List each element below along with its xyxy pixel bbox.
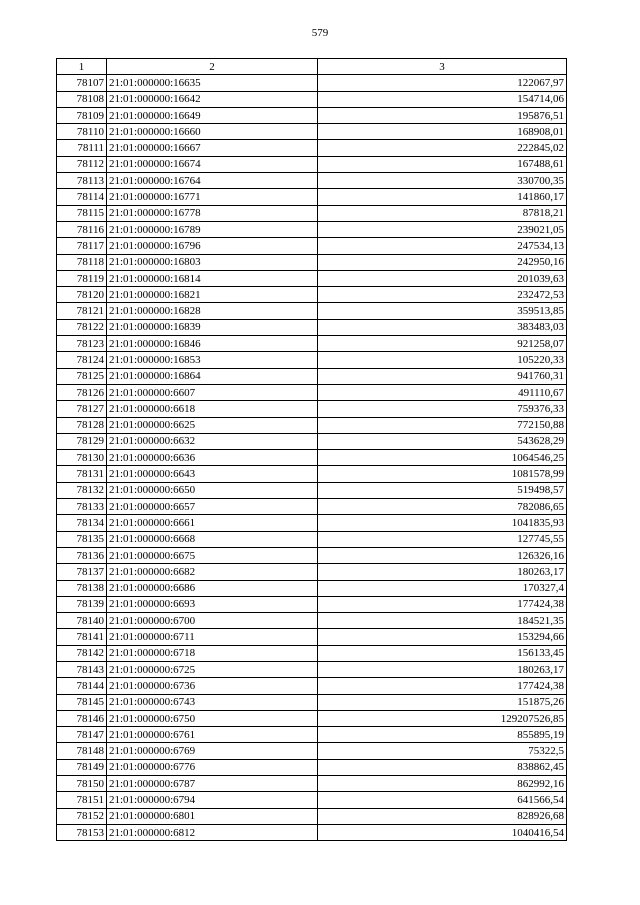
column-header-3: 3: [318, 59, 567, 75]
value-cell: 141860,17: [318, 189, 567, 205]
row-number-cell: 78124: [57, 352, 107, 368]
table-row: [57, 107, 567, 123]
row-number-cell: 78142: [57, 645, 107, 661]
value-cell: 641566,54: [318, 792, 567, 808]
row-number-cell: 78123: [57, 336, 107, 352]
value-cell: 359513,85: [318, 303, 567, 319]
value-cell: 87818,21: [318, 205, 567, 221]
row-number-cell: 78121: [57, 303, 107, 319]
value-cell: 154714,06: [318, 91, 567, 107]
value-cell: 180263,17: [318, 564, 567, 580]
value-cell: 222845,02: [318, 140, 567, 156]
table-row: [57, 270, 567, 286]
cadastral-number-cell: 21:01:000000:6761: [107, 727, 318, 743]
value-cell: 180263,17: [318, 661, 567, 677]
cadastral-number-cell: 21:01:000000:6657: [107, 499, 318, 515]
cadastral-number-cell: 21:01:000000:6643: [107, 466, 318, 482]
value-cell: 383483,03: [318, 319, 567, 335]
table-row: [57, 238, 567, 254]
table-row: [57, 645, 567, 661]
row-number-cell: 78119: [57, 270, 107, 286]
cadastral-number-cell: 21:01:000000:6700: [107, 613, 318, 629]
row-number-cell: 78117: [57, 238, 107, 254]
row-number-cell: 78150: [57, 776, 107, 792]
cadastral-number-cell: 21:01:000000:6618: [107, 401, 318, 417]
table-row: [57, 678, 567, 694]
value-cell: 1040416,54: [318, 824, 567, 840]
cadastral-number-cell: 21:01:000000:16789: [107, 221, 318, 237]
cadastral-number-cell: 21:01:000000:16674: [107, 156, 318, 172]
table-row: [57, 173, 567, 189]
table-row: [57, 450, 567, 466]
cadastral-number-cell: 21:01:000000:6632: [107, 433, 318, 449]
row-number-cell: 78145: [57, 694, 107, 710]
cadastral-number-cell: 21:01:000000:16796: [107, 238, 318, 254]
value-cell: 1064546,25: [318, 450, 567, 466]
registry-table: [56, 58, 567, 841]
row-number-cell: 78130: [57, 450, 107, 466]
row-number-cell: 78131: [57, 466, 107, 482]
cadastral-number-cell: 21:01:000000:6682: [107, 564, 318, 580]
cadastral-number-cell: 21:01:000000:16635: [107, 75, 318, 91]
table-row: [57, 124, 567, 140]
table-row: [57, 336, 567, 352]
cadastral-number-cell: 21:01:000000:16803: [107, 254, 318, 270]
value-cell: 1081578,99: [318, 466, 567, 482]
cadastral-number-cell: 21:01:000000:6801: [107, 808, 318, 824]
value-cell: 838862,45: [318, 759, 567, 775]
row-number-cell: 78110: [57, 124, 107, 140]
table-row: [57, 368, 567, 384]
row-number-cell: 78114: [57, 189, 107, 205]
value-cell: 543628,29: [318, 433, 567, 449]
table-row: [57, 156, 567, 172]
value-cell: 105220,33: [318, 352, 567, 368]
cadastral-number-cell: 21:01:000000:6743: [107, 694, 318, 710]
cadastral-number-cell: 21:01:000000:6636: [107, 450, 318, 466]
value-cell: 129207526,85: [318, 710, 567, 726]
value-cell: 862992,16: [318, 776, 567, 792]
row-number-cell: 78147: [57, 727, 107, 743]
value-cell: 491110,67: [318, 384, 567, 400]
table-row: [57, 433, 567, 449]
column-header-2: 2: [107, 59, 318, 75]
cadastral-number-cell: 21:01:000000:6625: [107, 417, 318, 433]
row-number-cell: 78148: [57, 743, 107, 759]
value-cell: 184521,35: [318, 613, 567, 629]
value-cell: 153294,66: [318, 629, 567, 645]
table-row: [57, 743, 567, 759]
row-number-cell: 78126: [57, 384, 107, 400]
row-number-cell: 78153: [57, 824, 107, 840]
cadastral-number-cell: 21:01:000000:6725: [107, 661, 318, 677]
cadastral-number-cell: 21:01:000000:6736: [107, 678, 318, 694]
row-number-cell: 78140: [57, 613, 107, 629]
value-cell: 921258,07: [318, 336, 567, 352]
value-cell: 195876,51: [318, 107, 567, 123]
table-row: [57, 613, 567, 629]
value-cell: 247534,13: [318, 238, 567, 254]
table-row: [57, 205, 567, 221]
value-cell: 330700,35: [318, 173, 567, 189]
cadastral-number-cell: 21:01:000000:6650: [107, 482, 318, 498]
table-row: [57, 808, 567, 824]
table-row: [57, 710, 567, 726]
row-number-cell: 78135: [57, 531, 107, 547]
value-cell: 75322,5: [318, 743, 567, 759]
cadastral-number-cell: 21:01:000000:6661: [107, 515, 318, 531]
cadastral-number-cell: 21:01:000000:16660: [107, 124, 318, 140]
row-number-cell: 78111: [57, 140, 107, 156]
row-number-cell: 78128: [57, 417, 107, 433]
cadastral-number-cell: 21:01:000000:6675: [107, 547, 318, 563]
page-number: 579: [311, 27, 329, 39]
cadastral-number-cell: 21:01:000000:16764: [107, 173, 318, 189]
table-row: [57, 482, 567, 498]
table-row: [57, 417, 567, 433]
cadastral-number-cell: 21:01:000000:6693: [107, 596, 318, 612]
table-row: [57, 221, 567, 237]
row-number-cell: 78141: [57, 629, 107, 645]
row-number-cell: 78138: [57, 580, 107, 596]
row-number-cell: 78136: [57, 547, 107, 563]
value-cell: 201039,63: [318, 270, 567, 286]
row-number-cell: 78132: [57, 482, 107, 498]
cadastral-number-cell: 21:01:000000:16771: [107, 189, 318, 205]
row-number-cell: 78118: [57, 254, 107, 270]
cadastral-number-cell: 21:01:000000:16846: [107, 336, 318, 352]
cadastral-number-cell: 21:01:000000:16642: [107, 91, 318, 107]
cadastral-number-cell: 21:01:000000:6776: [107, 759, 318, 775]
table-row: [57, 824, 567, 840]
value-cell: 170327,4: [318, 580, 567, 596]
table-row: [57, 319, 567, 335]
table-row: [57, 694, 567, 710]
row-number-cell: 78108: [57, 91, 107, 107]
row-number-cell: 78146: [57, 710, 107, 726]
cadastral-number-cell: 21:01:000000:16828: [107, 303, 318, 319]
row-number-cell: 78133: [57, 499, 107, 515]
value-cell: 239021,05: [318, 221, 567, 237]
value-cell: 1041835,93: [318, 515, 567, 531]
cadastral-number-cell: 21:01:000000:6794: [107, 792, 318, 808]
table-row: [57, 629, 567, 645]
table-row: [57, 91, 567, 107]
cadastral-number-cell: 21:01:000000:16667: [107, 140, 318, 156]
value-cell: 177424,38: [318, 596, 567, 612]
row-number-cell: 78120: [57, 287, 107, 303]
table-row: [57, 384, 567, 400]
row-number-cell: 78137: [57, 564, 107, 580]
table-row: [57, 580, 567, 596]
value-cell: 941760,31: [318, 368, 567, 384]
table-row: [57, 776, 567, 792]
table-row: [57, 661, 567, 677]
value-cell: 127745,55: [318, 531, 567, 547]
row-number-cell: 78144: [57, 678, 107, 694]
row-number-cell: 78107: [57, 75, 107, 91]
row-number-cell: 78152: [57, 808, 107, 824]
row-number-cell: 78113: [57, 173, 107, 189]
row-number-cell: 78151: [57, 792, 107, 808]
value-cell: 782086,65: [318, 499, 567, 515]
row-number-cell: 78129: [57, 433, 107, 449]
value-cell: 167488,61: [318, 156, 567, 172]
cadastral-number-cell: 21:01:000000:6750: [107, 710, 318, 726]
value-cell: 232472,53: [318, 287, 567, 303]
table-row: [57, 189, 567, 205]
table-row: [57, 792, 567, 808]
row-number-cell: 78134: [57, 515, 107, 531]
cadastral-number-cell: 21:01:000000:16814: [107, 270, 318, 286]
table-row: [57, 287, 567, 303]
table-row: [57, 547, 567, 563]
cadastral-number-cell: 21:01:000000:16839: [107, 319, 318, 335]
value-cell: 242950,16: [318, 254, 567, 270]
cadastral-number-cell: 21:01:000000:6769: [107, 743, 318, 759]
value-cell: 122067,97: [318, 75, 567, 91]
value-cell: 519498,57: [318, 482, 567, 498]
table-row: [57, 75, 567, 91]
table-row: [57, 759, 567, 775]
value-cell: 828926,68: [318, 808, 567, 824]
row-number-cell: 78122: [57, 319, 107, 335]
cadastral-number-cell: 21:01:000000:16649: [107, 107, 318, 123]
cadastral-number-cell: 21:01:000000:6718: [107, 645, 318, 661]
cadastral-number-cell: 21:01:000000:6711: [107, 629, 318, 645]
value-cell: 151875,26: [318, 694, 567, 710]
table-row: [57, 499, 567, 515]
table-row: [57, 254, 567, 270]
value-cell: 156133,45: [318, 645, 567, 661]
column-header-1: 1: [57, 59, 107, 75]
table-row: [57, 531, 567, 547]
table-row: [57, 401, 567, 417]
table-row: [57, 466, 567, 482]
cadastral-number-cell: 21:01:000000:6607: [107, 384, 318, 400]
table-row: [57, 596, 567, 612]
table-row: [57, 727, 567, 743]
cadastral-number-cell: 21:01:000000:16864: [107, 368, 318, 384]
row-number-cell: 78143: [57, 661, 107, 677]
row-number-cell: 78149: [57, 759, 107, 775]
table-row: [57, 140, 567, 156]
table-row: [57, 352, 567, 368]
row-number-cell: 78115: [57, 205, 107, 221]
value-cell: 855895,19: [318, 727, 567, 743]
value-cell: 168908,01: [318, 124, 567, 140]
cadastral-number-cell: 21:01:000000:6668: [107, 531, 318, 547]
row-number-cell: 78116: [57, 221, 107, 237]
cadastral-number-cell: 21:01:000000:16821: [107, 287, 318, 303]
value-cell: 772150,88: [318, 417, 567, 433]
row-number-cell: 78139: [57, 596, 107, 612]
value-cell: 177424,38: [318, 678, 567, 694]
value-cell: 759376,33: [318, 401, 567, 417]
row-number-cell: 78109: [57, 107, 107, 123]
row-number-cell: 78112: [57, 156, 107, 172]
cadastral-number-cell: 21:01:000000:6787: [107, 776, 318, 792]
cadastral-number-cell: 21:01:000000:16778: [107, 205, 318, 221]
cadastral-number-cell: 21:01:000000:16853: [107, 352, 318, 368]
table-row: [57, 515, 567, 531]
table-row: [57, 303, 567, 319]
value-cell: 126326,16: [318, 547, 567, 563]
row-number-cell: 78125: [57, 368, 107, 384]
header-row: [57, 59, 567, 75]
cadastral-number-cell: 21:01:000000:6812: [107, 824, 318, 840]
cadastral-number-cell: 21:01:000000:6686: [107, 580, 318, 596]
row-number-cell: 78127: [57, 401, 107, 417]
table-row: [57, 564, 567, 580]
